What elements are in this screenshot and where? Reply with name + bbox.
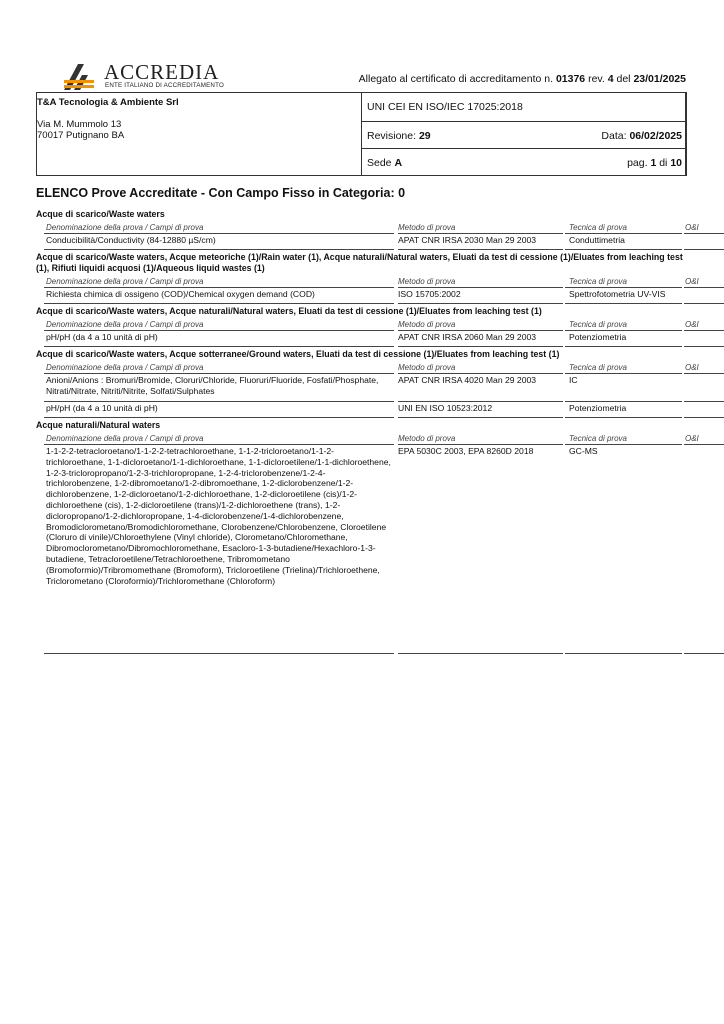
- accredited-tests-list: [36, 207, 699, 654]
- accredia-logo-mark-icon: [60, 60, 100, 92]
- laboratory-block: [37, 93, 362, 175]
- column-header-oi: O&I: [685, 434, 699, 443]
- page-label: pag.: [627, 157, 648, 169]
- header-rule: [684, 233, 724, 234]
- header-rule: [684, 444, 724, 445]
- table-row: [36, 288, 686, 304]
- column-header-test: Denominazione della prova / Campi di prova: [46, 363, 204, 372]
- date-value: 06/02/2025: [629, 130, 682, 142]
- page-value: 1: [650, 157, 657, 169]
- column-header-row: [36, 362, 699, 374]
- column-header-method: Metodo di prova: [398, 277, 456, 286]
- page-of: di: [659, 157, 668, 169]
- column-header-technique: Tecnica di prova: [569, 434, 627, 443]
- section-title: Acque di scarico/Waste waters, Acque sotterranee/Ground waters, Eluati da test di cessione (1)/Eluates from leaching test (1): [36, 349, 560, 359]
- date-label: Data:: [601, 130, 627, 142]
- test-technique: IC: [569, 375, 578, 385]
- column-header-technique: Tecnica di prova: [569, 363, 627, 372]
- revision-row: [361, 121, 687, 149]
- column-header-technique: Tecnica di prova: [569, 277, 627, 286]
- row-rule: [565, 346, 682, 347]
- revision-label: Revisione:: [367, 130, 417, 142]
- revision-value: 29: [418, 130, 431, 142]
- test-name: pH/pH (da 4 a 10 unità di pH): [46, 332, 158, 342]
- test-method: APAT CNR IRSA 2060 Man 29 2003: [398, 332, 537, 342]
- row-rule: [684, 653, 724, 654]
- row-rule: [684, 249, 724, 250]
- test-method: APAT CNR IRSA 4020 Man 29 2003: [398, 375, 537, 385]
- section-title: Acque naturali/Natural waters: [36, 420, 161, 430]
- row-rule: [398, 417, 563, 418]
- test-method: EPA 5030C 2003, EPA 8260D 2018: [398, 446, 534, 456]
- column-header-test: Denominazione della prova / Campi di prova: [46, 434, 204, 443]
- header-rule: [684, 287, 724, 288]
- test-section: [36, 347, 699, 418]
- revision-label: rev.: [588, 73, 605, 85]
- table-row: [36, 374, 686, 402]
- laboratory-address: [37, 119, 124, 141]
- certificate-number: 01376: [555, 73, 586, 85]
- info-box: [36, 92, 686, 176]
- test-method: APAT CNR IRSA 2030 Man 29 2003: [398, 235, 537, 245]
- column-header-technique: Tecnica di prova: [569, 223, 627, 232]
- test-technique: Conduttimetria: [569, 235, 625, 245]
- standard: UNI CEI EN ISO/IEC 17025:2018: [367, 101, 523, 113]
- row-rule: [398, 653, 563, 654]
- row-rule: [684, 346, 724, 347]
- accredia-logo: [60, 58, 260, 94]
- row-rule: [684, 303, 724, 304]
- section-title: Acque di scarico/Waste waters, Acque meteoriche (1)/Rain water (1), Acque naturali/Natural waters, Eluati da test di cessione (1)/Eluates from leaching test (1), Rifiuti liquidi acquosi (1)/Aqueous liquid wastes (1): [36, 252, 683, 273]
- column-header-row: [36, 433, 699, 445]
- column-header-row: [36, 276, 699, 288]
- row-rule: [565, 303, 682, 304]
- row-rule: [565, 653, 682, 654]
- test-name: Richiesta chimica di ossigeno (COD)/Chemical oxygen demand (COD): [46, 289, 315, 299]
- row-rule: [565, 417, 682, 418]
- date-label: del: [616, 73, 631, 85]
- column-header-technique: Tecnica di prova: [569, 320, 627, 329]
- test-method: UNI EN ISO 10523:2012: [398, 403, 493, 413]
- row-rule: [44, 249, 394, 250]
- column-header-row: [36, 319, 699, 331]
- row-rule: [398, 346, 563, 347]
- test-section: [36, 250, 699, 304]
- column-header-method: Metodo di prova: [398, 363, 456, 372]
- section-title: Acque di scarico/Waste waters, Acque naturali/Natural waters, Eluati da test di cessione (1)/Eluates from leaching test (1): [36, 306, 542, 316]
- column-header-oi: O&I: [685, 320, 699, 329]
- laboratory-name: T&A Tecnologia & Ambiente Srl: [37, 97, 179, 108]
- revision: [367, 130, 431, 142]
- test-technique: Spettrofotometria UV-VIS: [569, 289, 666, 299]
- address-line-2: 70017 Putignano BA: [37, 130, 125, 141]
- certificate-date: 23/01/2025: [633, 73, 686, 85]
- test-name: Conducibilità/Conductivity (84-12880 µS/cm): [46, 235, 216, 245]
- row-rule: [44, 346, 394, 347]
- header-rule: [684, 330, 724, 331]
- row-rule: [684, 417, 724, 418]
- column-header-row: [36, 222, 699, 234]
- standard-row: [361, 92, 687, 122]
- date: [601, 130, 682, 142]
- logo-name: ACCREDIA: [104, 60, 220, 84]
- table-row: [36, 402, 686, 418]
- site-value: A: [394, 157, 403, 169]
- certificate-annex-line: [359, 73, 686, 85]
- row-rule: [44, 303, 394, 304]
- row-rule: [398, 303, 563, 304]
- column-header-test: Denominazione della prova / Campi di prova: [46, 223, 204, 232]
- table-row: [36, 445, 686, 654]
- site-row: [361, 148, 687, 176]
- column-header-method: Metodo di prova: [398, 320, 456, 329]
- test-technique: GC-MS: [569, 446, 598, 456]
- test-method: ISO 15705:2002: [398, 289, 461, 299]
- column-header-oi: O&I: [685, 277, 699, 286]
- info-right-panel: [361, 92, 687, 176]
- section-title: Acque di scarico/Waste waters: [36, 209, 165, 219]
- table-row: [36, 331, 686, 347]
- test-section: [36, 207, 699, 250]
- annex-prefix: Allegato al certificato di accreditamento n.: [358, 73, 554, 85]
- row-rule: [44, 653, 394, 654]
- test-name: Anioni/Anions : Bromuri/Bromide, Cloruri/Chloride, Fluoruri/Fluoride, Fosfati/Phosphate, Nitrati/Nitrate, Nitriti/Nitrite, Solfati/Sulphates: [46, 375, 379, 396]
- test-name: pH/pH (da 4 a 10 unità di pH): [46, 403, 158, 413]
- column-header-oi: O&I: [685, 223, 699, 232]
- page-title: ELENCO Prove Accreditate - Con Campo Fisso in Categoria: 0: [36, 186, 406, 200]
- test-section: [36, 418, 699, 654]
- column-header-oi: O&I: [685, 363, 699, 372]
- column-header-method: Metodo di prova: [398, 434, 456, 443]
- header-rule: [684, 373, 724, 374]
- table-row: [36, 234, 686, 250]
- row-rule: [684, 401, 724, 402]
- row-rule: [44, 417, 394, 418]
- page-total: 10: [670, 157, 682, 169]
- logo-subtitle: ENTE ITALIANO DI ACCREDITAMENTO: [105, 82, 224, 89]
- column-header-method: Metodo di prova: [398, 223, 456, 232]
- test-technique: Potenziometria: [569, 403, 627, 413]
- site-label: Sede: [367, 157, 392, 169]
- row-rule: [565, 249, 682, 250]
- row-rule: [398, 249, 563, 250]
- column-header-test: Denominazione della prova / Campi di prova: [46, 320, 204, 329]
- test-technique: Potenziometria: [569, 332, 627, 342]
- page-number: [627, 157, 682, 169]
- address-line-1: Via M. Mummolo 13: [37, 119, 122, 130]
- test-section: [36, 304, 699, 347]
- test-name: 1-1-2-2-tetracloroetano/1-1-2-2-tetrachloroethane, 1-1-2-tricloroetano/1-1-2-trichloroethane, 1-1-dicloroetano/1-1-dichloroethane, 1-1-dicloroetilene/1-1-dichloroethene, 1-2-3-tricloropropano/1-2-3-trichloropropane, 1-2-4-triclorobenzene/1-2-4-trichlorobenzene, 1-2-dibromoetano/1-2-dibromoethane, 1-2-diclorobenzene/1-2-dichlorobenzene, 1-2-dicloroetano/1-2-dichloroethane, 1-2-dicloroetilene (cis)/1-2-dichloroethene (cis), 1-2-dicloroetilene (trans)/1-2-dichloroethene (trans), 1-2-dicloropropano/1-2-dichloropropane, 1-4-diclorobenzene/1-4-dichlorobenzene, Bromodiclorometano/Bromodichloromethane, Clorobenzene/Chlorobenzene, Cloroetilene (Cloruro di vinile)/Chloroethylene (Vinyl chloride), Clorometano/Chloromethane, Dibromoclorometano/Dibromochloromethane, Esacloro-1-3-butadiene/Hexachloro-1-3-butadiene, Tetracloroetilene/Tetrachloroethene, Tribromometano (Bromoformio)/Tribromomethane (Bromoform), Tricloroetilene (Trielina)/Trichloroethene, Triclorometano (Cloroformio)/Trichloromethane (Chloroform): [46, 446, 391, 586]
- column-header-test: Denominazione della prova / Campi di prova: [46, 277, 204, 286]
- site: [367, 157, 402, 169]
- revision-number: 4: [607, 73, 614, 85]
